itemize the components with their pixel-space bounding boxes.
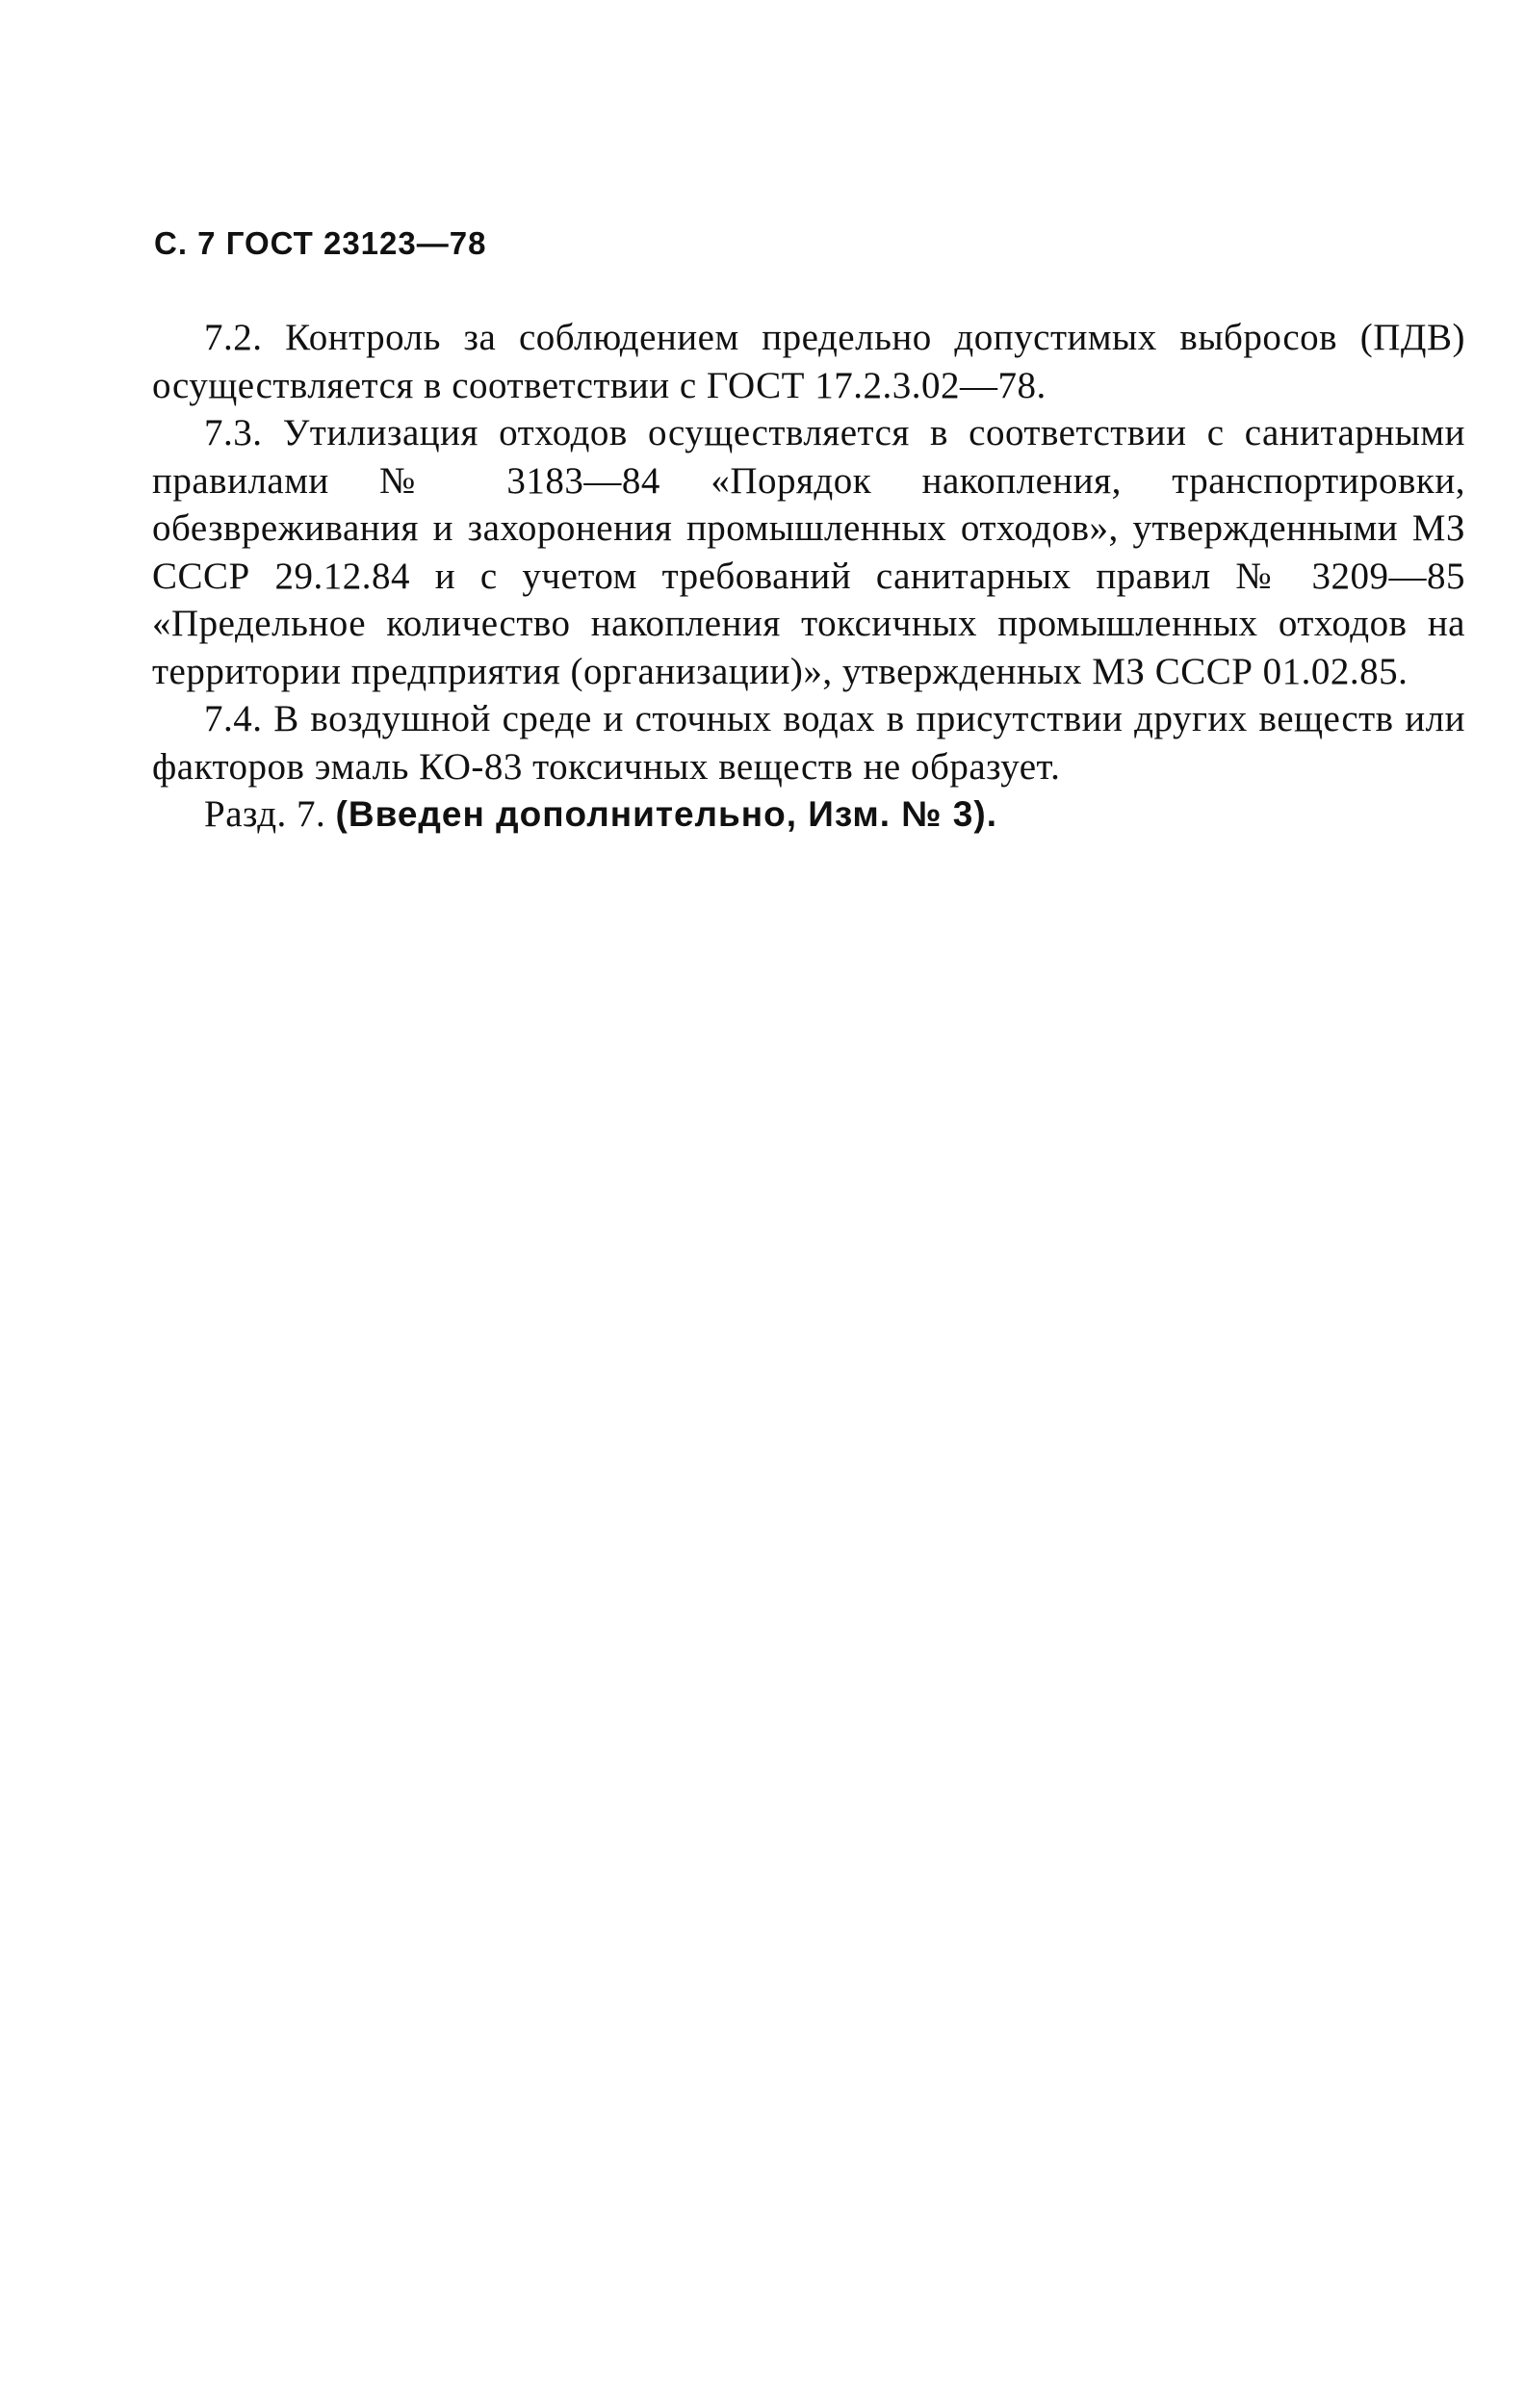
paragraph-7-3: 7.3. Утилизация отходов осуществляется в соответствии с санитарными правилами № 3183—84 «Порядок накопления, транспортировки, обезвреживания и захоронения промышленных отходов», утвержденными МЗ СССР 29.12.84 и с учетом требований санитарных правил № 3209—85 «Предельное количество накопления токсичных промышленных отходов на территории предприятия (организации)», утвержденных МЗ СССР 01.02.85. <box>152 412 1465 692</box>
amendment-note-bold: (Введен дополнительно, Изм. № 3). <box>335 794 997 834</box>
amendment-note-prefix: Разд. 7. <box>204 793 326 835</box>
section-7-body <box>152 314 1465 839</box>
paragraph-7-2: 7.2. Контроль за соблюдением предельно допустимых выбросов (ПДВ) осуществляется в соответствии с ГОСТ 17.2.3.02—78. <box>152 317 1465 406</box>
amendment-note <box>152 790 1465 839</box>
page-header: С. 7 ГОСТ 23123—78 <box>154 225 487 261</box>
paragraph-7-4: 7.4. В воздушной среде и сточных водах в присутствии других веществ или факторов эмаль КО-83 токсичных веществ не образует. <box>152 698 1465 788</box>
